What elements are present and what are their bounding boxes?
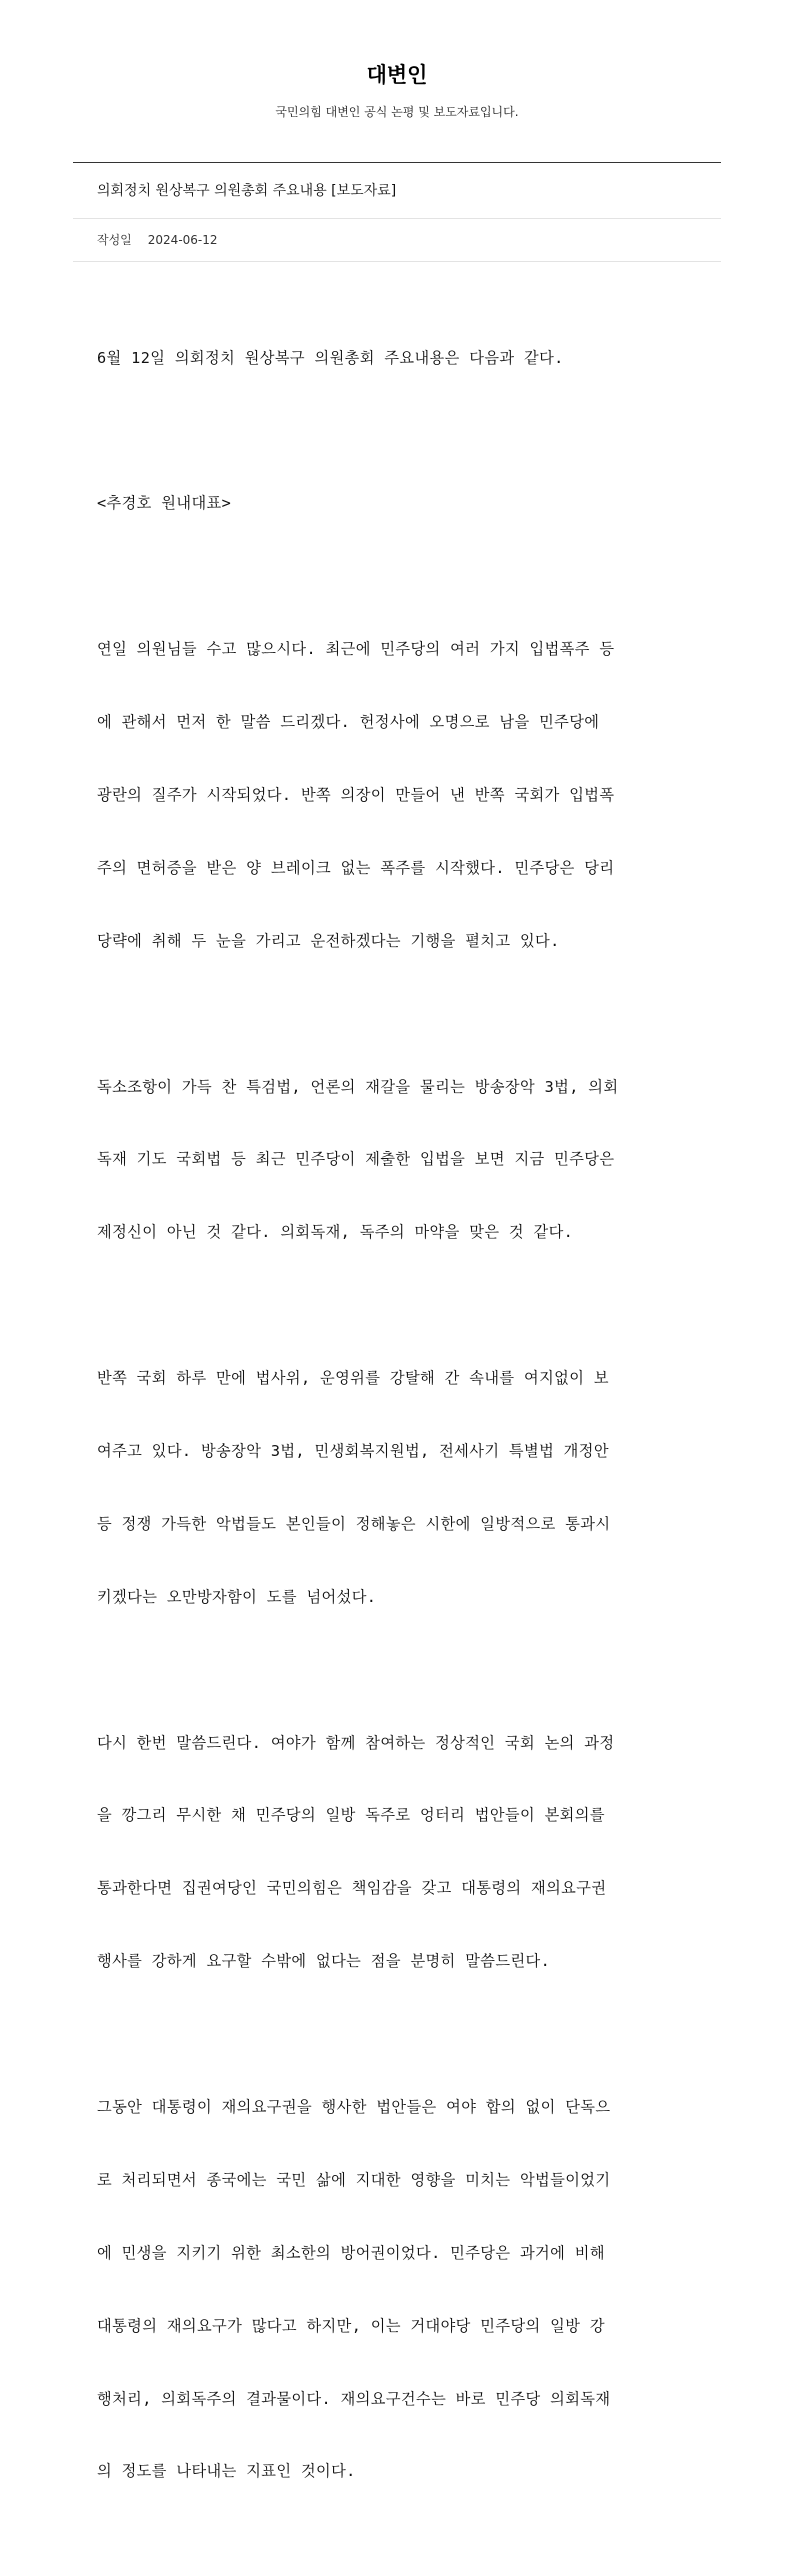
paragraph (97, 589, 697, 1002)
paragraph-line: 의 정도를 나타내는 지표인 것이다. (97, 2462, 356, 2481)
paragraph (97, 1682, 697, 2022)
paragraph-line: <추경호 원내대표> (97, 494, 232, 513)
paragraph-line: 독소조항이 가득 찬 특검법, 언론의 재갈을 물리는 방송장악 3법, 의회 (97, 1077, 619, 1096)
paragraph-line: 광란의 질주가 시작되었다. 반쪽 의장이 만들어 낸 반쪽 국회가 입법폭 (97, 785, 615, 804)
paragraph-speaker (97, 443, 697, 564)
paragraph-line: 대통령의 재의요구가 많다고 하지만, 이는 거대야당 민주당의 일방 강 (97, 2316, 605, 2335)
paragraph (97, 2046, 697, 2532)
paragraph-line: 6월 12일 의회정치 원상복구 의원총회 주요내용은 다음과 같다. (97, 348, 564, 367)
top-divider (73, 162, 721, 163)
paragraph-line: 로 처리되면서 종국에는 국민 삶에 지대한 영향을 미치는 악법들이었기 (97, 2170, 611, 2189)
paragraph-line: 행사를 강하게 요구할 수밖에 없다는 점을 분명히 말씀드린다. (97, 1952, 551, 1971)
paragraph-line: 그동안 대통령이 재의요구권을 행사한 법안들은 여야 합의 없이 단독으 (97, 2097, 611, 2116)
paragraph-line: 에 민생을 지키기 위한 최소한의 방어권이었다. 민주당은 과거에 비해 (97, 2243, 605, 2262)
paragraph-line: 연일 의원님들 수고 많으시다. 최근에 민주당의 여러 가지 입법폭주 등 (97, 640, 615, 659)
title-divider (73, 218, 721, 219)
paragraph-line: 여주고 있다. 방송장악 3법, 민생회복지원법, 전세사기 특별법 개정안 (97, 1441, 609, 1460)
paragraph-line: 반쪽 국회 하루 만에 법사위, 운영위를 강탈해 간 속내를 여지없이 보 (97, 1369, 609, 1388)
post-date: 2024-06-12 (147, 233, 218, 247)
paragraph-line: 에 관해서 먼저 한 말씀 드리겠다. 헌정사에 오명으로 남을 민주당에 (97, 713, 600, 732)
paragraph-line: 등 정쟁 가득한 악법들도 본인들이 정해놓은 시한에 일방적으로 통과시 (97, 1514, 611, 1533)
paragraph-line: 독재 기도 국회법 등 최근 민주당이 제출한 입법을 보면 지금 민주당은 (97, 1150, 615, 1169)
paragraph-line: 키겠다는 오만방자함이 도를 넘어섰다. (97, 1587, 377, 1606)
paragraph-line: 행처리, 의회독주의 결과물이다. 재의요구건수는 바로 민주당 의회독재 (97, 2389, 611, 2408)
paragraph-line: 주의 면허증을 받은 양 브레이크 없는 폭주를 시작했다. 민주당은 당리 (97, 858, 615, 877)
post-meta (97, 230, 218, 250)
article-body (97, 297, 697, 2557)
paragraph (97, 1317, 697, 1657)
paragraph-line: 을 깡그리 무시한 채 민주당의 일방 독주로 엉터리 법안들이 본회의를 (97, 1806, 605, 1825)
post-title: 의회정치 원상복구 의원총회 주요내용 [보도자료] (97, 183, 397, 199)
date-label: 작성일 (97, 233, 132, 247)
paragraph-line: 통과한다면 집권여당인 국민의힘은 책임감을 갖고 대통령의 재의요구권 (97, 1879, 607, 1898)
paragraph (97, 1026, 697, 1293)
site-title: 대변인 (366, 63, 428, 87)
paragraph-line: 당략에 취해 두 눈을 가리고 운전하겠다는 기행을 펼치고 있다. (97, 931, 560, 950)
paragraph-line: 다시 한번 말씀드린다. 여야가 함께 참여하는 정상적인 국회 논의 과정 (97, 1733, 615, 1752)
meta-divider (73, 261, 721, 262)
paragraph-line: 제정신이 아닌 것 같다. 의회독재, 독주의 마약을 맞은 것 같다. (97, 1223, 574, 1242)
site-subtitle: 국민의힘 대변인 공식 논평 및 보도자료입니다. (275, 105, 519, 119)
paragraph (97, 297, 697, 418)
